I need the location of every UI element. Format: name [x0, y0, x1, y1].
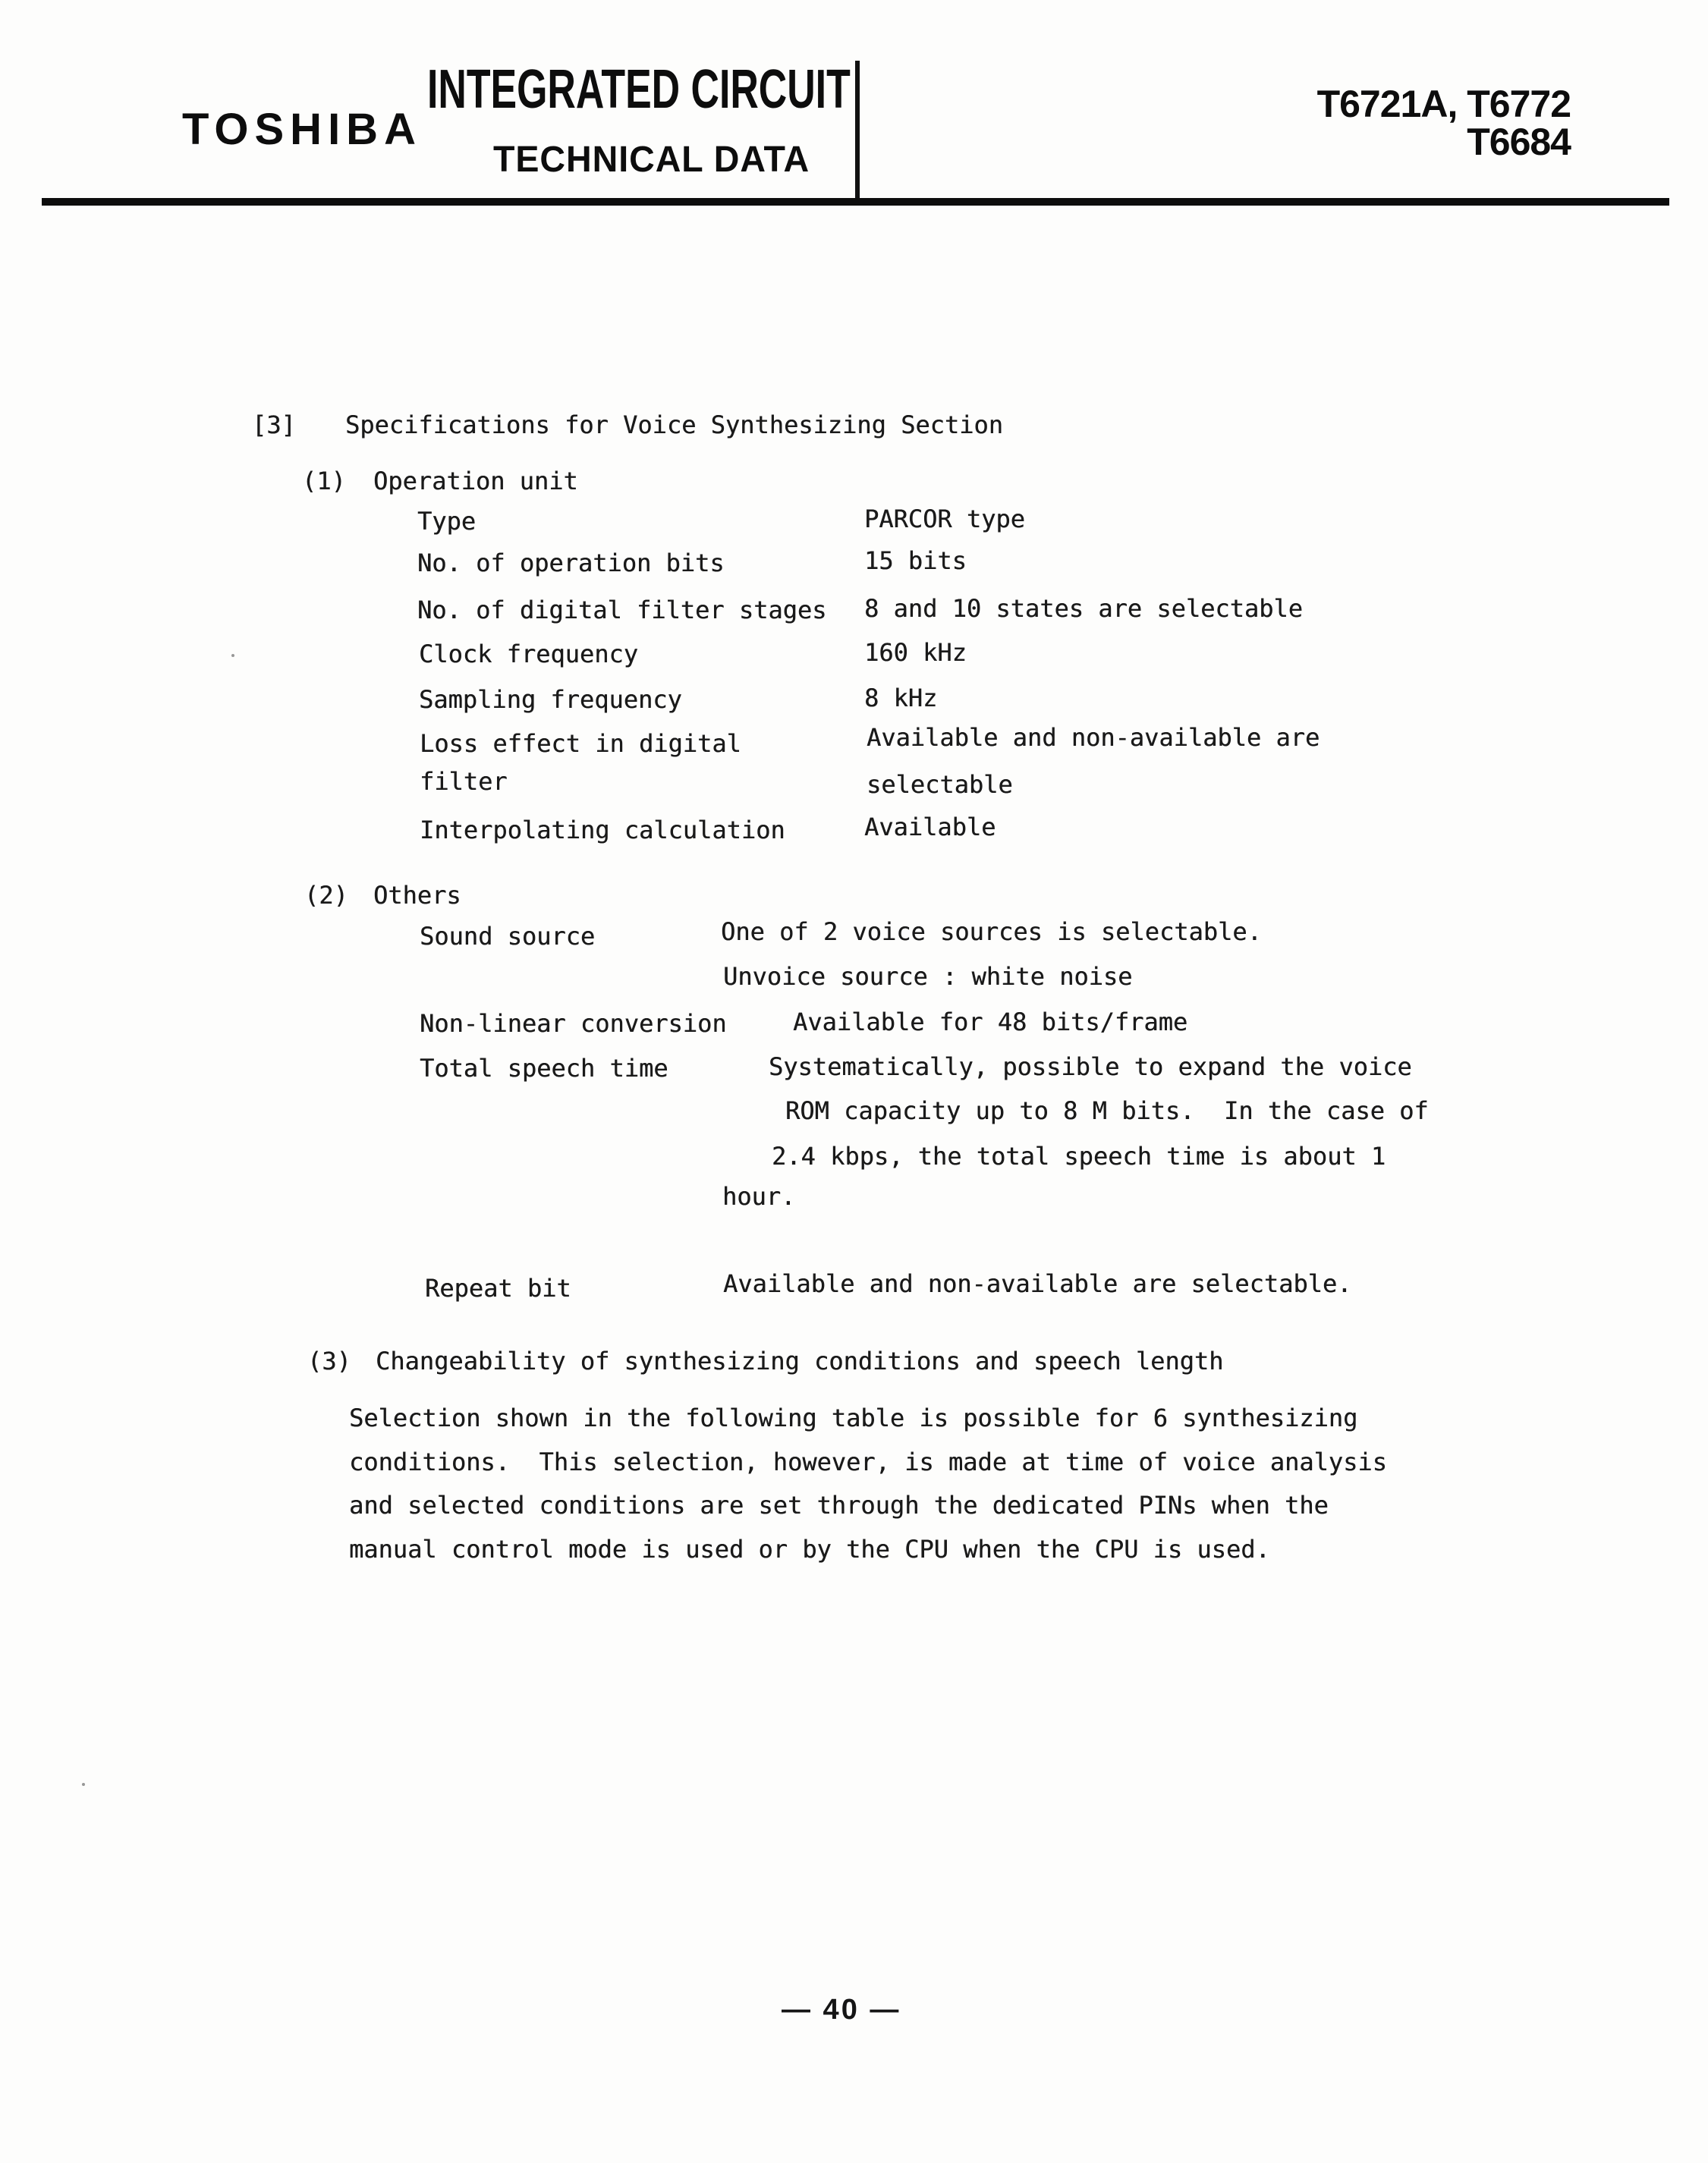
spec-value: Available and non-available are selectable. — [723, 1269, 1352, 1298]
subsection-3-index: (3) — [307, 1347, 351, 1375]
spec-label: Sampling frequency — [419, 685, 682, 714]
subsection-1-title: Operation unit — [373, 467, 578, 495]
page-number: — 40 — — [782, 1994, 901, 2026]
spec-label: Repeat bit — [425, 1274, 571, 1303]
subsection-2-title: Others — [373, 881, 461, 910]
spec-label: Loss effect in digital — [420, 729, 741, 758]
spec-value-continuation: ROM capacity up to 8 M bits. In the case of — [785, 1096, 1429, 1125]
paragraph-line: manual control mode is used or by the CPU when the CPU is used. — [349, 1535, 1270, 1564]
spec-label: Clock frequency — [419, 640, 638, 668]
spec-label: Total speech time — [420, 1054, 668, 1083]
spec-value: Available for 48 bits/frame — [793, 1008, 1188, 1036]
subsection-3-title: Changeability of synthesizing conditions and speech length — [376, 1347, 1224, 1375]
spec-label: Sound source — [420, 922, 596, 951]
header-title-line1: INTEGRATED CIRCUIT — [427, 59, 851, 120]
spec-value: 160 kHz — [864, 638, 967, 667]
spec-value: Available and non-available are — [867, 723, 1320, 752]
spec-value: 15 bits — [864, 546, 967, 575]
toshiba-logo: TOSHIBA — [182, 105, 422, 154]
header-divider-bar — [855, 61, 860, 199]
part-numbers-line1: T6721A, T6772 — [1316, 83, 1571, 125]
paragraph-line: Selection shown in the following table is possible for 6 synthesizing — [349, 1404, 1358, 1432]
spec-label-continuation: filter — [420, 767, 508, 796]
subsection-2-index: (2) — [304, 881, 348, 910]
paragraph-line: and selected conditions are set through the dedicated PINs when the — [349, 1491, 1329, 1520]
spec-value: 8 and 10 states are selectable — [864, 594, 1303, 623]
header-title-line2: TECHNICAL DATA — [493, 140, 810, 180]
spec-label: No. of operation bits — [417, 549, 725, 577]
spec-value: Available — [864, 813, 996, 841]
spec-label: No. of digital filter stages — [417, 596, 827, 624]
spec-value: 8 kHz — [864, 684, 938, 712]
spec-label: Interpolating calculation — [420, 816, 785, 844]
part-numbers-line2: T6684 — [1467, 121, 1571, 163]
section-index: [3] — [252, 410, 296, 439]
scan-speck — [82, 1783, 85, 1786]
spec-value-continuation: Unvoice source : white noise — [723, 962, 1133, 991]
scan-speck — [231, 654, 234, 657]
spec-value-continuation: hour. — [722, 1182, 796, 1211]
spec-value: One of 2 voice sources is selectable. — [721, 917, 1262, 946]
spec-value: PARCOR type — [864, 505, 1025, 533]
spec-value: Systematically, possible to expand the voice — [769, 1052, 1412, 1081]
spec-label: Non-linear conversion — [420, 1009, 727, 1038]
paragraph-line: conditions. This selection, however, is made at time of voice analysis — [349, 1448, 1387, 1476]
subsection-1-index: (1) — [302, 467, 346, 495]
section-title: Specifications for Voice Synthesizing Section — [345, 410, 1003, 439]
spec-label: Type — [417, 507, 477, 536]
spec-value-continuation: selectable — [867, 770, 1013, 799]
spec-value-continuation: 2.4 kbps, the total speech time is about 1 — [772, 1142, 1386, 1171]
header-rule — [42, 198, 1669, 206]
